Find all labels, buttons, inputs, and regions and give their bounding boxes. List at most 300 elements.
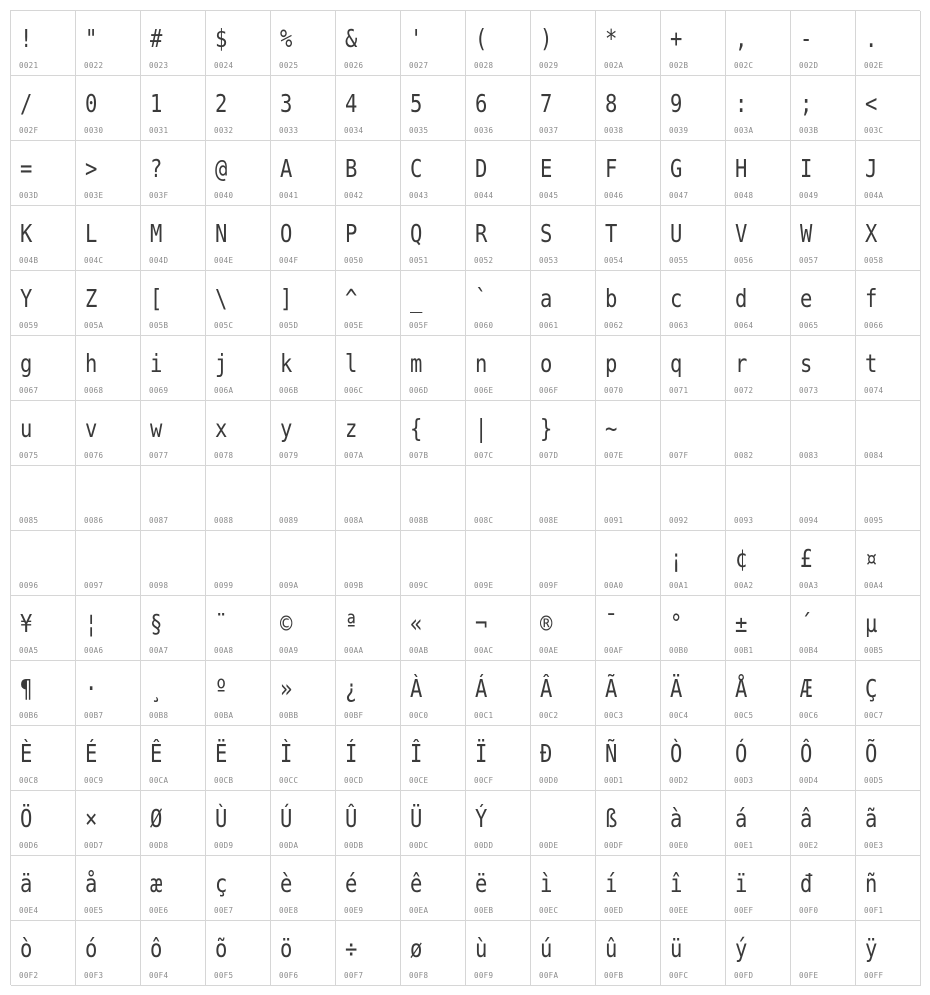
glyph-codepoint-label: 005B: [149, 321, 169, 330]
glyph-cell: [531, 271, 596, 336]
glyph-codepoint-label: 0045: [539, 191, 559, 200]
glyph-codepoint-label: 0089: [279, 516, 299, 525]
glyph-codepoint-label: 00C0: [409, 711, 429, 720]
glyph-codepoint-label: 00AA: [344, 646, 364, 655]
glyph-cell: [271, 401, 336, 466]
glyph-cell: [141, 76, 206, 141]
glyph-character: u: [20, 414, 33, 443]
glyph-character: >: [85, 154, 98, 183]
glyph-character: Í: [345, 739, 358, 768]
glyph-codepoint-label: 008E: [539, 516, 559, 525]
glyph-character: q: [670, 349, 683, 378]
glyph-character: ù: [475, 934, 488, 963]
glyph-codepoint-label: 00A8: [214, 646, 234, 655]
glyph-cell: [271, 661, 336, 726]
glyph-cell: [141, 921, 206, 986]
glyph-codepoint-label: 0077: [149, 451, 169, 460]
glyph-codepoint-label: 0075: [19, 451, 39, 460]
glyph-codepoint-label: 00F2: [19, 971, 39, 980]
glyph-codepoint-label: 0076: [84, 451, 104, 460]
glyph-codepoint-label: 0086: [84, 516, 104, 525]
glyph-cell: [206, 661, 271, 726]
glyph-codepoint-label: 0096: [19, 581, 39, 590]
glyph-cell: [206, 76, 271, 141]
glyph-cell: [661, 466, 726, 531]
glyph-cell: [401, 791, 466, 856]
glyph-codepoint-label: 002B: [669, 61, 689, 70]
glyph-codepoint-label: 00C8: [19, 776, 39, 785]
glyph-character: Õ: [865, 739, 878, 768]
glyph-codepoint-label: 0057: [799, 256, 819, 265]
glyph-character: L: [85, 219, 98, 248]
glyph-character: Ø: [150, 804, 163, 833]
glyph-cell: [791, 141, 856, 206]
glyph-cell: [791, 726, 856, 791]
glyph-character: f: [865, 284, 878, 313]
glyph-cell: [726, 206, 791, 271]
glyph-codepoint-label: 006F: [539, 386, 559, 395]
glyph-cell: [661, 76, 726, 141]
glyph-character: Ê: [150, 739, 163, 768]
glyph-character: ': [410, 24, 423, 53]
glyph-cell: [466, 791, 531, 856]
glyph-cell: [726, 921, 791, 986]
glyph-codepoint-label: 00EE: [669, 906, 689, 915]
glyph-cell: [271, 336, 336, 401]
glyph-character: C: [410, 154, 423, 183]
glyph-codepoint-label: 003C: [864, 126, 884, 135]
glyph-codepoint-label: 00E5: [84, 906, 104, 915]
glyph-codepoint-label: 00A0: [604, 581, 624, 590]
glyph-character: 2: [215, 89, 228, 118]
glyph-cell: [271, 466, 336, 531]
glyph-codepoint-label: 009F: [539, 581, 559, 590]
glyph-character: .: [865, 24, 878, 53]
glyph-codepoint-label: 003D: [19, 191, 39, 200]
glyph-cell: [791, 531, 856, 596]
glyph-cell: [661, 531, 726, 596]
glyph-character: n: [475, 349, 488, 378]
glyph-character: K: [20, 219, 33, 248]
glyph-codepoint-label: 0093: [734, 516, 754, 525]
glyph-cell: [271, 791, 336, 856]
glyph-character: Á: [475, 674, 488, 703]
glyph-cell: [661, 401, 726, 466]
glyph-character: ñ: [865, 869, 878, 898]
glyph-codepoint-label: 00EA: [409, 906, 429, 915]
glyph-character: «: [410, 609, 423, 638]
glyph-codepoint-label: 009C: [409, 581, 429, 590]
glyph-cell: [141, 726, 206, 791]
glyph-cell: [726, 531, 791, 596]
glyph-character: Ý: [475, 804, 488, 833]
glyph-character: F: [605, 154, 618, 183]
glyph-cell: [466, 401, 531, 466]
glyph-character: æ: [150, 869, 163, 898]
glyph-cell: [466, 76, 531, 141]
glyph-character: &: [345, 24, 358, 53]
glyph-character: [: [150, 284, 163, 313]
glyph-cell: [531, 336, 596, 401]
glyph-codepoint-label: 00FC: [669, 971, 689, 980]
glyph-character: \: [215, 284, 228, 313]
glyph-character: ä: [20, 869, 33, 898]
glyph-character: ü: [670, 934, 683, 963]
glyph-cell: [206, 206, 271, 271]
glyph-codepoint-label: 00B8: [149, 711, 169, 720]
glyph-codepoint-label: 009A: [279, 581, 299, 590]
glyph-character: ò: [20, 934, 33, 963]
glyph-codepoint-label: 0031: [149, 126, 169, 135]
glyph-cell: [11, 271, 76, 336]
glyph-character: Û: [345, 804, 358, 833]
glyph-cell: [401, 856, 466, 921]
glyph-cell: [466, 11, 531, 76]
glyph-codepoint-label: 00D7: [84, 841, 104, 850]
glyph-codepoint-label: 00C9: [84, 776, 104, 785]
glyph-codepoint-label: 0098: [149, 581, 169, 590]
glyph-cell: [336, 596, 401, 661]
glyph-codepoint-label: 007F: [669, 451, 689, 460]
glyph-cell: [336, 856, 401, 921]
glyph-cell: [206, 271, 271, 336]
glyph-codepoint-label: 00D0: [539, 776, 559, 785]
glyph-cell: [531, 791, 596, 856]
glyph-character: Ð: [540, 739, 553, 768]
glyph-cell: [76, 791, 141, 856]
glyph-cell: [596, 336, 661, 401]
glyph-cell: [856, 921, 921, 986]
glyph-cell: [466, 141, 531, 206]
glyph-character: M: [150, 219, 163, 248]
glyph-codepoint-label: 00E0: [669, 841, 689, 850]
glyph-character: B: [345, 154, 358, 183]
glyph-character: ´: [800, 609, 813, 638]
glyph-codepoint-label: 00D4: [799, 776, 819, 785]
glyph-cell: [76, 856, 141, 921]
glyph-codepoint-label: 00C1: [474, 711, 494, 720]
glyph-codepoint-label: 0028: [474, 61, 494, 70]
glyph-cell: [466, 596, 531, 661]
glyph-character: Ü: [410, 804, 423, 833]
glyph-character: Ó: [735, 739, 748, 768]
glyph-cell: [401, 11, 466, 76]
glyph-character: ý: [735, 934, 748, 963]
glyph-cell: [596, 596, 661, 661]
glyph-cell: [336, 76, 401, 141]
glyph-codepoint-label: 00F0: [799, 906, 819, 915]
glyph-codepoint-label: 0040: [214, 191, 234, 200]
glyph-character: |: [475, 414, 488, 443]
glyph-character: +: [670, 24, 683, 53]
glyph-cell: [336, 206, 401, 271]
glyph-character: Z: [85, 284, 98, 313]
glyph-codepoint-label: 0083: [799, 451, 819, 460]
glyph-character: ø: [410, 934, 423, 963]
glyph-codepoint-label: 00E3: [864, 841, 884, 850]
glyph-codepoint-label: 00BB: [279, 711, 299, 720]
glyph-codepoint-label: 005E: [344, 321, 364, 330]
glyph-character: ~: [605, 414, 618, 443]
glyph-codepoint-label: 00FF: [864, 971, 884, 980]
glyph-cell: [401, 531, 466, 596]
glyph-codepoint-label: 002C: [734, 61, 754, 70]
glyph-codepoint-label: 00DB: [344, 841, 364, 850]
glyph-cell: [726, 141, 791, 206]
glyph-cell: [596, 661, 661, 726]
glyph-codepoint-label: 00BA: [214, 711, 234, 720]
glyph-cell: [726, 791, 791, 856]
glyph-codepoint-label: 0053: [539, 256, 559, 265]
glyph-cell: [661, 336, 726, 401]
glyph-cell: [206, 856, 271, 921]
glyph-cell: [856, 11, 921, 76]
glyph-cell: [11, 726, 76, 791]
glyph-cell: [336, 726, 401, 791]
glyph-cell: [336, 141, 401, 206]
glyph-codepoint-label: 004B: [19, 256, 39, 265]
glyph-codepoint-label: 00E8: [279, 906, 299, 915]
glyph-codepoint-label: 00E1: [734, 841, 754, 850]
glyph-character: /: [20, 89, 33, 118]
glyph-character: k: [280, 349, 293, 378]
glyph-codepoint-label: 0035: [409, 126, 429, 135]
glyph-cell: [466, 271, 531, 336]
glyph-codepoint-label: 00FA: [539, 971, 559, 980]
glyph-character: Æ: [800, 674, 813, 703]
glyph-codepoint-label: 00DC: [409, 841, 429, 850]
glyph-codepoint-label: 0046: [604, 191, 624, 200]
glyph-codepoint-label: 0065: [799, 321, 819, 330]
glyph-codepoint-label: 00A2: [734, 581, 754, 590]
glyph-codepoint-label: 0041: [279, 191, 299, 200]
glyph-cell: [76, 271, 141, 336]
glyph-cell: [141, 531, 206, 596]
glyph-cell: [531, 76, 596, 141]
glyph-cell: [11, 401, 76, 466]
glyph-cell: [11, 141, 76, 206]
glyph-codepoint-label: 00C7: [864, 711, 884, 720]
glyph-cell: [141, 271, 206, 336]
glyph-cell: [856, 141, 921, 206]
glyph-cell: [271, 921, 336, 986]
glyph-character: @: [215, 154, 228, 183]
glyph-cell: [141, 661, 206, 726]
glyph-cell: [11, 856, 76, 921]
glyph-codepoint-label: 002A: [604, 61, 624, 70]
glyph-character: }: [540, 414, 553, 443]
glyph-codepoint-label: 00EF: [734, 906, 754, 915]
glyph-cell: [206, 596, 271, 661]
glyph-cell: [336, 271, 401, 336]
glyph-cell: [791, 791, 856, 856]
glyph-cell: [141, 791, 206, 856]
glyph-cell: [11, 466, 76, 531]
glyph-character: t: [865, 349, 878, 378]
glyph-cell: [856, 531, 921, 596]
glyph-codepoint-label: 0091: [604, 516, 624, 525]
glyph-character: p: [605, 349, 618, 378]
glyph-codepoint-label: 003E: [84, 191, 104, 200]
glyph-character: ¯: [605, 609, 618, 638]
glyph-cell: [206, 466, 271, 531]
glyph-codepoint-label: 0043: [409, 191, 429, 200]
glyph-codepoint-label: 00DE: [539, 841, 559, 850]
glyph-cell: [596, 466, 661, 531]
glyph-cell: [661, 206, 726, 271]
glyph-character: z: [345, 414, 358, 443]
glyph-cell: [791, 401, 856, 466]
glyph-codepoint-label: 008B: [409, 516, 429, 525]
glyph-codepoint-label: 0097: [84, 581, 104, 590]
glyph-codepoint-label: 006E: [474, 386, 494, 395]
glyph-character: X: [865, 219, 878, 248]
glyph-character: ¬: [475, 609, 488, 638]
glyph-character: ©: [280, 609, 293, 638]
glyph-character: ö: [280, 934, 293, 963]
glyph-character: S: [540, 219, 553, 248]
glyph-cell: [726, 596, 791, 661]
glyph-codepoint-label: 00CA: [149, 776, 169, 785]
glyph-cell: [11, 11, 76, 76]
glyph-character: Ñ: [605, 739, 618, 768]
glyph-cell: [76, 141, 141, 206]
glyph-cell: [11, 596, 76, 661]
glyph-character: 0: [85, 89, 98, 118]
glyph-codepoint-label: 0047: [669, 191, 689, 200]
glyph-character: b: [605, 284, 618, 313]
glyph-cell: [76, 596, 141, 661]
glyph-character: §: [150, 609, 163, 638]
glyph-codepoint-label: 0066: [864, 321, 884, 330]
glyph-character: #: [150, 24, 163, 53]
glyph-cell: [791, 271, 856, 336]
glyph-codepoint-label: 00F5: [214, 971, 234, 980]
glyph-codepoint-label: 0070: [604, 386, 624, 395]
glyph-codepoint-label: 0021: [19, 61, 39, 70]
glyph-cell: [596, 76, 661, 141]
glyph-character: ÷: [345, 934, 358, 963]
glyph-cell: [336, 921, 401, 986]
glyph-cell: [336, 11, 401, 76]
glyph-codepoint-label: 00B0: [669, 646, 689, 655]
glyph-codepoint-label: 00D6: [19, 841, 39, 850]
glyph-cell: [141, 856, 206, 921]
glyph-codepoint-label: 00AC: [474, 646, 494, 655]
glyph-codepoint-label: 0026: [344, 61, 364, 70]
glyph-cell: [141, 141, 206, 206]
glyph-codepoint-label: 0094: [799, 516, 819, 525]
glyph-codepoint-label: 0059: [19, 321, 39, 330]
glyph-cell: [206, 11, 271, 76]
glyph-codepoint-label: 006D: [409, 386, 429, 395]
glyph-character: !: [20, 24, 33, 53]
glyph-cell: [531, 466, 596, 531]
glyph-character: È: [20, 739, 33, 768]
glyph-codepoint-label: 007A: [344, 451, 364, 460]
glyph-character: ·: [85, 674, 98, 703]
glyph-character: ó: [85, 934, 98, 963]
glyph-codepoint-label: 0024: [214, 61, 234, 70]
glyph-codepoint-label: 0023: [149, 61, 169, 70]
glyph-codepoint-label: 0033: [279, 126, 299, 135]
glyph-character: w: [150, 414, 163, 443]
glyph-character: ã: [865, 804, 878, 833]
glyph-cell: [11, 206, 76, 271]
glyph-codepoint-label: 00C4: [669, 711, 689, 720]
glyph-character: £: [800, 544, 813, 573]
glyph-codepoint-label: 00E9: [344, 906, 364, 915]
glyph-cell: [791, 206, 856, 271]
glyph-cell: [726, 271, 791, 336]
glyph-cell: [791, 856, 856, 921]
glyph-codepoint-label: 00AF: [604, 646, 624, 655]
glyph-cell: [466, 336, 531, 401]
glyph-character: Ò: [670, 739, 683, 768]
glyph-character: ,: [735, 24, 748, 53]
glyph-cell: [336, 336, 401, 401]
glyph-cell: [206, 921, 271, 986]
glyph-codepoint-label: 0050: [344, 256, 364, 265]
glyph-character: ®: [540, 609, 553, 638]
glyph-character: :: [735, 89, 748, 118]
glyph-cell: [336, 791, 401, 856]
glyph-character: y: [280, 414, 293, 443]
glyph-character: `: [475, 284, 488, 313]
glyph-codepoint-label: 003F: [149, 191, 169, 200]
glyph-character: 4: [345, 89, 358, 118]
glyph-cell: [336, 401, 401, 466]
glyph-character: î: [670, 869, 683, 898]
glyph-codepoint-label: 0022: [84, 61, 104, 70]
glyph-character: %: [280, 24, 293, 53]
glyph-codepoint-label: 00CF: [474, 776, 494, 785]
glyph-cell: [726, 76, 791, 141]
glyph-cell: [271, 271, 336, 336]
glyph-codepoint-label: 0078: [214, 451, 234, 460]
glyph-codepoint-label: 00BF: [344, 711, 364, 720]
glyph-codepoint-label: 0044: [474, 191, 494, 200]
glyph-cell: [661, 921, 726, 986]
glyph-cell: [531, 141, 596, 206]
glyph-cell: [401, 271, 466, 336]
glyph-codepoint-label: 0073: [799, 386, 819, 395]
glyph-cell: [76, 726, 141, 791]
glyph-cell: [206, 336, 271, 401]
glyph-cell: [206, 401, 271, 466]
glyph-codepoint-label: 00D9: [214, 841, 234, 850]
glyph-codepoint-label: 00AB: [409, 646, 429, 655]
glyph-character: Ä: [670, 674, 683, 703]
glyph-codepoint-label: 00A1: [669, 581, 689, 590]
glyph-codepoint-label: 0032: [214, 126, 234, 135]
glyph-cell: [271, 76, 336, 141]
glyph-cell: [141, 401, 206, 466]
glyph-codepoint-label: 004E: [214, 256, 234, 265]
glyph-cell: [206, 726, 271, 791]
glyph-character: °: [670, 609, 683, 638]
glyph-character: a: [540, 284, 553, 313]
glyph-character: ^: [345, 284, 358, 313]
glyph-codepoint-label: 007C: [474, 451, 494, 460]
glyph-codepoint-label: 003A: [734, 126, 754, 135]
glyph-character: õ: [215, 934, 228, 963]
glyph-codepoint-label: 00F6: [279, 971, 299, 980]
glyph-codepoint-label: 0062: [604, 321, 624, 330]
glyph-cell: [791, 466, 856, 531]
glyph-cell: [531, 11, 596, 76]
glyph-character: 7: [540, 89, 553, 118]
